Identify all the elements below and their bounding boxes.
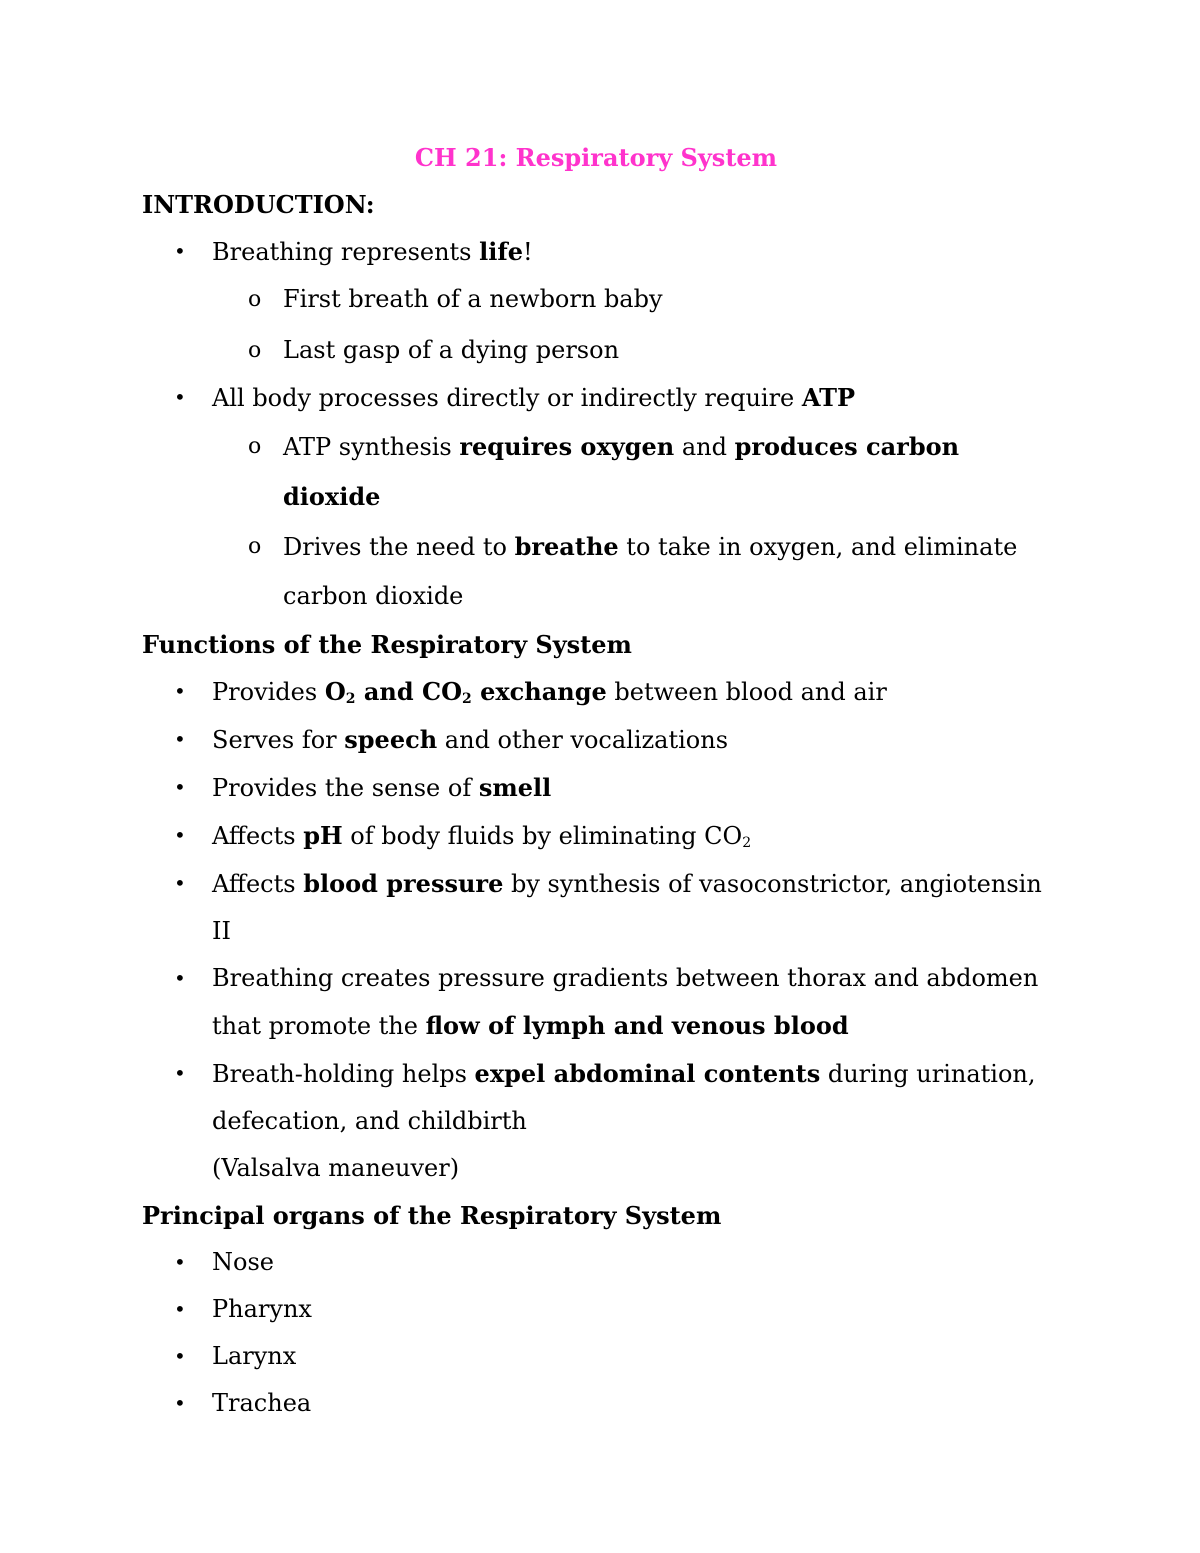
valsalva-note: (Valsalva maneuver) [212, 1154, 460, 1182]
intro-heading: INTRODUCTION: [142, 190, 375, 219]
intro-list [142, 228, 1062, 621]
functions-list [142, 668, 1062, 1192]
bullet-disc-icon: • [174, 727, 186, 751]
sub-list-item: o Drives the need to breathe to take in oxygen, and eliminate carbon dioxide [142, 522, 1062, 621]
bullet-disc-icon: • [174, 1297, 186, 1321]
bullet-disc-icon: • [174, 966, 186, 990]
sub-list-item: o Last gasp of a dying person [142, 327, 1062, 374]
list-item: • Larynx [142, 1333, 1062, 1380]
bullet-disc-icon: • [174, 871, 186, 895]
list-item: • Breathing represents life! [142, 228, 1062, 276]
list-item: • Breath-holding helps expel abdominal contents during urination, defecation, and childbirth (Valsalva maneuver) [142, 1050, 1062, 1192]
bullet-circle-icon: o [248, 338, 262, 363]
list-item: • Serves for speech and other vocalizations [142, 716, 1062, 764]
sub-list-item: o ATP synthesis requires oxygen and produces carbon dioxide [142, 422, 1062, 522]
bullet-disc-icon: • [174, 1391, 186, 1415]
bullet-disc-icon: • [174, 775, 186, 799]
list-item: • Pharynx [142, 1286, 1062, 1333]
bullet-disc-icon: • [174, 1250, 186, 1274]
list-item: • Trachea [142, 1380, 1062, 1427]
bullet-circle-icon: o [248, 534, 262, 559]
list-item: • Nose [142, 1239, 1062, 1286]
page-title: CH 21: Respiratory System [414, 143, 778, 172]
list-item: • Breathing creates pressure gradients between thorax and abdomen that promote the flow of lymph and venous blood [142, 955, 1062, 1050]
functions-heading: Functions of the Respiratory System [142, 630, 632, 659]
sub-list-item: o First breath of a newborn baby [142, 276, 1062, 323]
bullet-disc-icon: • [174, 1344, 186, 1368]
bullet-disc-icon: • [174, 385, 186, 409]
document-page [142, 134, 1062, 1427]
bullet-disc-icon: • [174, 239, 186, 263]
list-item: • Provides the sense of smell [142, 764, 1062, 812]
bullet-disc-icon: • [174, 1061, 186, 1085]
bullet-circle-icon: o [248, 287, 262, 312]
organs-heading: Principal organs of the Respiratory System [142, 1201, 722, 1230]
list-item: • Affects pH of body fluids by eliminating $CO_2$ [142, 812, 1062, 860]
bullet-disc-icon: • [174, 679, 186, 703]
bullet-circle-icon: o [248, 434, 262, 459]
list-item: • Provides $O_2$ and $CO_2$ exchange between blood and air [142, 668, 1062, 716]
list-item: • All body processes directly or indirectly require ATP [142, 374, 1062, 422]
list-item: • Affects blood pressure by synthesis of vasoconstrictor, angiotensin II [142, 860, 1062, 955]
bullet-disc-icon: • [174, 823, 186, 847]
organs-list [142, 1239, 1062, 1427]
